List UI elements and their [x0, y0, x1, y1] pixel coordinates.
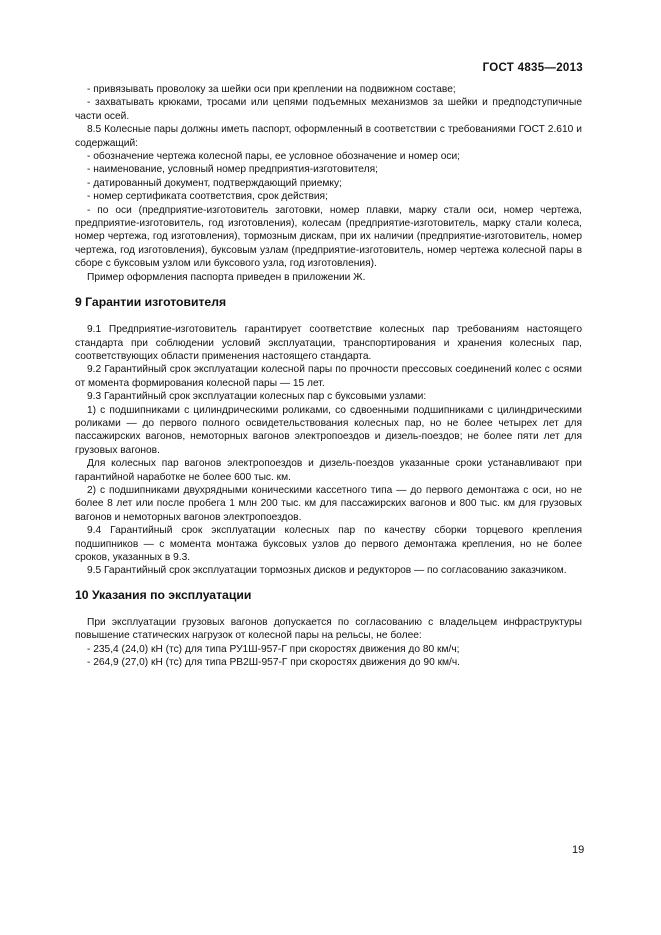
- page-content: [75, 83, 582, 669]
- list-item: - обозначение чертежа колесной пары, ее условное обозначение и номер оси;: [87, 151, 460, 163]
- clause-9-4: 9.4 Гарантийный срок эксплуатации колесных пар по качеству сборки торцевого крепления подшипников — с момента монтажа буксовых узлов до первого демонтажа крепления, но не более сроков, указанных в 9.3.: [75, 525, 582, 563]
- clause-9-3-note: Для колесных пар вагонов электропоездов и дизель-поездов указанные сроки устанавливают при гарантийной наработке не более 600 тыс. км.: [75, 458, 582, 483]
- list-item: - 235,4 (24,0) кН (тс) для типа РУ1Ш-957-Г при скоростях движения до 80 км/ч;: [87, 643, 460, 655]
- section-9-heading: 9 Гарантии изготовителя: [75, 295, 227, 310]
- page-number: 19: [572, 844, 585, 856]
- list-item: - 264,9 (27,0) кН (тс) для типа РВ2Ш-957-Г при скоростях движения до 90 км/ч.: [87, 657, 461, 669]
- list-item: - номер сертификата соответствия, срок действия;: [87, 191, 328, 203]
- section-10-heading: 10 Указания по эксплуатации: [75, 587, 252, 602]
- clause-8-5: 8.5 Колесные пары должны иметь паспорт, оформленный в соответствии с требованиями ГОСТ 2.610 и содержащий:: [75, 124, 582, 149]
- clause-9-3: 9.3 Гарантийный срок эксплуатации колесных пар с буксовыми узлами:: [87, 391, 427, 403]
- list-item: - захватывать крюками, тросами или цепями подъемных механизмов за шейки и предподступичные части осей.: [75, 97, 582, 122]
- clause-9-5: 9.5 Гарантийный срок эксплуатации тормозных дисков и редукторов — по согласованию заказчиком.: [87, 565, 567, 577]
- passport-example-note: Пример оформления паспорта приведен в приложении Ж.: [87, 271, 366, 283]
- list-item: - датированный документ, подтверждающий приемку;: [87, 177, 342, 189]
- clause-9-2: 9.2 Гарантийный срок эксплуатации колесной пары по прочности прессовых соединений колес с осями от момента формирования колесной пары — 15 лет.: [75, 364, 582, 389]
- section-10-intro: При эксплуатации грузовых вагонов допускается по согласованию с владельцем инфраструктуры повышение статических нагрузок от колесной пары на рельсы, не более:: [75, 616, 582, 642]
- list-item: - привязывать проволоку за шейки оси при креплении на подвижном составе;: [87, 84, 456, 95]
- list-item: - наименование, условный номер предприятия-изготовителя;: [87, 164, 378, 176]
- clause-9-3-item-1: 1) с подшипниками с цилиндрическими роликами, со сдвоенными подшипниками с цилиндрическими роликами — до первого полного освидетельствования колесных пар, но не более четырех лет для пассажирских вагонов, немоторных вагонов электропоездов и дизель-поездов; не более пяти лет для грузовых вагонов.: [75, 404, 582, 456]
- list-item: - по оси (предприятие-изготовитель заготовки, номер плавки, марку стали оси, номер чертежа, предприятие-изготовитель, год изготовления), колесам (предприятие-изготовитель, марку стали колеса, номер чертежа, год изготовления), тормозным дискам, при их наличии (предприятие-изготовитель, номер чертежа, год изготовления), буксовым узлам (предприятие-изготовитель, номер чертежа колесной пары в сборе с буксовым узлом или буксового узла, год изготовления).: [75, 204, 582, 270]
- standard-header: ГОСТ 4835—2013: [482, 62, 583, 74]
- clause-9-3-item-2: 2) с подшипниками двухрядными коническими кассетного типа — до первого демонтажа с оси, но не более 8 лет или после пробега 1 млн 200 тыс. км для пассажирских вагонов и 800 тыс. км для грузовых вагонов и немоторных вагонов электропоездов.: [75, 484, 582, 523]
- clause-9-1: 9.1 Предприятие-изготовитель гарантирует соответствие колесных пар требованиям настоящего стандарта при соблюдении условий эксплуатации, транспортирования и хранения колесных пар, соответствующих области применения настоящего стандарта.: [75, 324, 582, 362]
